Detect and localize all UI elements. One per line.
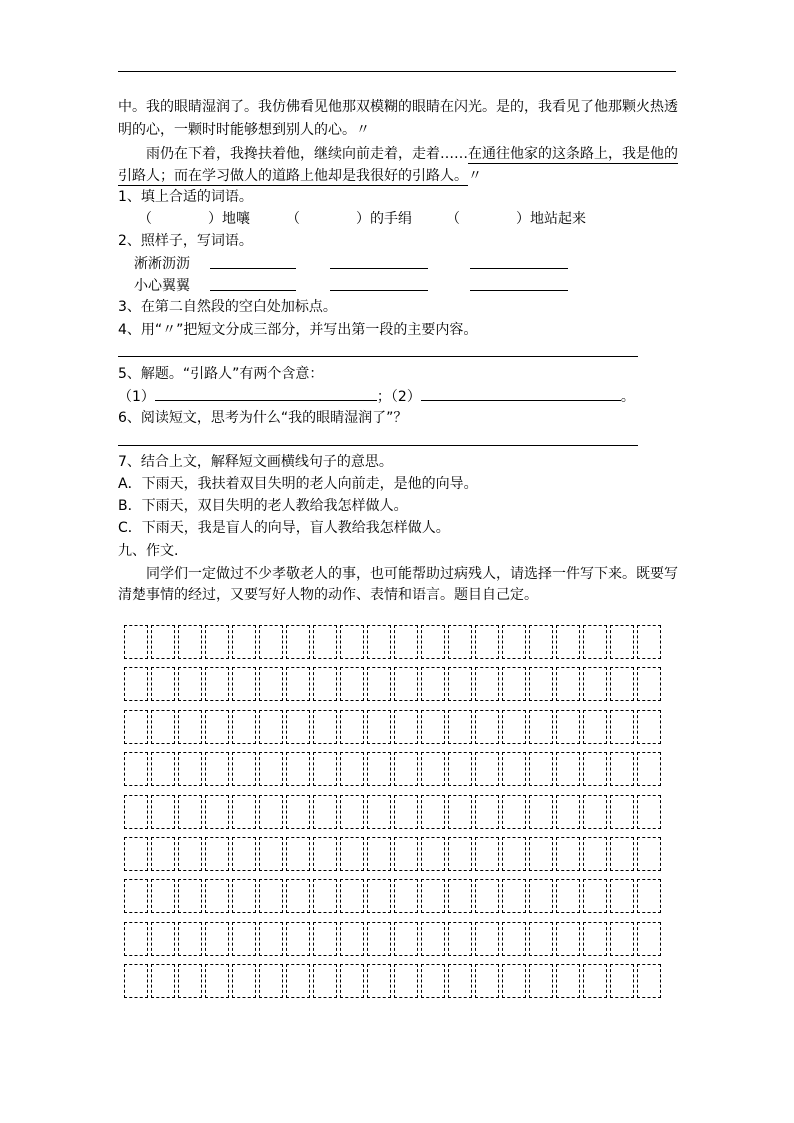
grid-cell[interactable] [124, 752, 148, 786]
grid-cell[interactable] [232, 964, 256, 998]
grid-cell[interactable] [421, 922, 445, 956]
grid-cell[interactable] [205, 879, 229, 913]
grid-cell[interactable] [529, 964, 553, 998]
grid-cell[interactable] [205, 837, 229, 871]
grid-cell[interactable] [610, 710, 634, 744]
q2-answer-line[interactable] [210, 268, 296, 269]
q6-answer-line[interactable] [118, 445, 638, 446]
grid-cell[interactable] [313, 922, 337, 956]
grid-cell[interactable] [475, 667, 499, 701]
grid-cell[interactable] [340, 922, 364, 956]
grid-cell[interactable] [205, 964, 229, 998]
grid-cell[interactable] [394, 964, 418, 998]
grid-cell[interactable] [178, 795, 202, 829]
grid-cell[interactable] [529, 837, 553, 871]
grid-cell[interactable] [448, 752, 472, 786]
grid-cell[interactable] [637, 710, 661, 744]
grid-cell[interactable] [151, 837, 175, 871]
grid-cell[interactable] [367, 710, 391, 744]
question-5: 5、解题。“引路人”有两个含意： [118, 366, 324, 382]
grid-cell[interactable] [124, 710, 148, 744]
question-2: 2、照样子，写词语。 [118, 233, 253, 249]
q5-answer-blank-2[interactable] [421, 386, 621, 401]
grid-cell[interactable] [340, 837, 364, 871]
q2-answer-line[interactable] [470, 268, 568, 269]
grid-cell[interactable] [421, 752, 445, 786]
question-1: 1、填上合适的词语。 [118, 189, 253, 205]
grid-cell[interactable] [313, 752, 337, 786]
grid-cell[interactable] [556, 837, 580, 871]
q1-item-1: （ ）地嚷 [138, 211, 250, 227]
grid-cell[interactable] [529, 625, 553, 659]
grid-cell[interactable] [205, 922, 229, 956]
grid-cell[interactable] [313, 795, 337, 829]
grid-cell[interactable] [178, 837, 202, 871]
grid-cell[interactable] [448, 667, 472, 701]
passage-line-2: 明的心，一颗时时能够想到别人的心。〃 [118, 122, 370, 138]
grid-cell[interactable] [583, 795, 607, 829]
grid-cell[interactable] [232, 837, 256, 871]
grid-cell[interactable] [124, 795, 148, 829]
underlined-sentence-part2: 引路人；而在学习做人的道路上他却是我很好的引路人。 [118, 168, 468, 184]
composition-prompt-line-2: 清楚事情的经过，又要写好人物的动作、表情和语言。题目自己定。 [118, 587, 538, 603]
grid-cell[interactable] [205, 710, 229, 744]
grid-cell[interactable] [124, 964, 148, 998]
grid-cell[interactable] [502, 964, 526, 998]
grid-cell[interactable] [151, 752, 175, 786]
passage-line-4 [118, 166, 482, 186]
grid-cell[interactable] [367, 837, 391, 871]
q2-example-1: 淅淅沥沥 [134, 256, 190, 272]
q1-item-3: （ ）地站起来 [446, 211, 586, 227]
grid-cell[interactable] [448, 625, 472, 659]
question-6: 6、阅读短文，思考为什么“我的眼睛湿润了”？ [118, 410, 408, 426]
grid-cell[interactable] [583, 922, 607, 956]
grid-cell[interactable] [556, 964, 580, 998]
grid-cell[interactable] [421, 795, 445, 829]
composition-heading: 九、作文. [118, 543, 179, 559]
grid-cell[interactable] [502, 879, 526, 913]
grid-cell[interactable] [637, 837, 661, 871]
grid-cell[interactable] [232, 879, 256, 913]
grid-cell[interactable] [394, 879, 418, 913]
grid-cell[interactable] [475, 752, 499, 786]
grid-cell[interactable] [367, 922, 391, 956]
grid-cell[interactable] [394, 837, 418, 871]
grid-cell[interactable] [583, 625, 607, 659]
grid-cell[interactable] [610, 625, 634, 659]
grid-cell[interactable] [394, 625, 418, 659]
grid-cell[interactable] [475, 795, 499, 829]
grid-cell[interactable] [394, 667, 418, 701]
grid-cell[interactable] [340, 752, 364, 786]
grid-cell[interactable] [421, 710, 445, 744]
grid-cell[interactable] [448, 964, 472, 998]
passage-line-1: 中。我的眼睛湿润了。我仿佛看见他那双模糊的眼睛在闪光。是的，我看见了他那颗火热透 [118, 99, 678, 115]
grid-cell[interactable] [502, 710, 526, 744]
q2-answer-line[interactable] [470, 290, 568, 291]
grid-cell[interactable] [313, 625, 337, 659]
passage-line-3-plain: 雨仍在下着，我搀扶着他，继续向前走着，走着…… [146, 146, 468, 162]
q5-label-1: （1） [118, 389, 155, 405]
grid-cell[interactable] [556, 922, 580, 956]
grid-cell[interactable] [610, 752, 634, 786]
grid-cell[interactable] [367, 625, 391, 659]
grid-cell[interactable] [502, 625, 526, 659]
grid-cell[interactable] [259, 710, 283, 744]
question-4: 4、用“〃”把短文分成三部分，并写出第一段的主要内容。 [118, 322, 478, 338]
grid-cell[interactable] [556, 752, 580, 786]
grid-cell[interactable] [286, 710, 310, 744]
grid-cell[interactable] [286, 964, 310, 998]
grid-cell[interactable] [340, 795, 364, 829]
q2-answer-line[interactable] [210, 290, 296, 291]
q2-answer-line[interactable] [330, 290, 428, 291]
grid-cell[interactable] [637, 625, 661, 659]
grid-cell[interactable] [340, 879, 364, 913]
grid-cell[interactable] [178, 964, 202, 998]
grid-cell[interactable] [340, 625, 364, 659]
grid-cell[interactable] [610, 667, 634, 701]
grid-cell[interactable] [313, 879, 337, 913]
grid-cell[interactable] [448, 922, 472, 956]
grid-cell[interactable] [124, 879, 148, 913]
header-rule [118, 71, 676, 72]
grid-cell[interactable] [286, 879, 310, 913]
grid-cell[interactable] [637, 879, 661, 913]
grid-cell[interactable] [475, 964, 499, 998]
grid-cell[interactable] [556, 879, 580, 913]
grid-cell[interactable] [637, 964, 661, 998]
q5-answer-blank-1[interactable] [155, 386, 377, 401]
grid-cell[interactable] [367, 795, 391, 829]
grid-cell[interactable] [124, 837, 148, 871]
grid-cell[interactable] [151, 964, 175, 998]
grid-cell[interactable] [340, 710, 364, 744]
grid-cell[interactable] [421, 667, 445, 701]
grid-cell[interactable] [583, 752, 607, 786]
grid-cell[interactable] [610, 837, 634, 871]
grid-cell[interactable] [421, 625, 445, 659]
grid-cell[interactable] [205, 795, 229, 829]
grid-cell[interactable] [610, 879, 634, 913]
grid-cell[interactable] [178, 922, 202, 956]
grid-cell[interactable] [394, 752, 418, 786]
grid-cell[interactable] [583, 710, 607, 744]
grid-cell[interactable] [637, 922, 661, 956]
q5-end: 。 [620, 389, 635, 405]
grid-cell[interactable] [610, 795, 634, 829]
grid-cell[interactable] [637, 752, 661, 786]
grid-cell[interactable] [448, 710, 472, 744]
underlined-sentence-part1: 在通往他家的这条路上，我是他的 [468, 146, 678, 162]
grid-cell[interactable] [286, 752, 310, 786]
grid-cell[interactable] [475, 922, 499, 956]
grid-cell[interactable] [259, 879, 283, 913]
grid-cell[interactable] [259, 667, 283, 701]
composition-prompt-line-1: 同学们一定做过不少孝敬老人的事，也可能帮助过病残人，请选择一件写下来。既要写 [146, 566, 678, 582]
grid-cell[interactable] [529, 922, 553, 956]
grid-cell[interactable] [232, 922, 256, 956]
grid-cell[interactable] [124, 667, 148, 701]
grid-cell[interactable] [205, 667, 229, 701]
grid-cell[interactable] [178, 667, 202, 701]
passage-line-3 [146, 144, 678, 164]
grid-cell[interactable] [151, 795, 175, 829]
grid-cell[interactable] [259, 837, 283, 871]
section-mark: 〃 [468, 168, 482, 184]
grid-cell[interactable] [259, 795, 283, 829]
grid-cell[interactable] [502, 922, 526, 956]
grid-cell[interactable] [583, 964, 607, 998]
grid-cell[interactable] [259, 625, 283, 659]
grid-cell[interactable] [259, 964, 283, 998]
grid-cell[interactable] [529, 667, 553, 701]
grid-cell[interactable] [124, 625, 148, 659]
grid-cell[interactable] [367, 667, 391, 701]
grid-cell[interactable] [394, 795, 418, 829]
grid-cell[interactable] [178, 879, 202, 913]
grid-cell[interactable] [367, 964, 391, 998]
q5-answer-row [118, 386, 635, 407]
grid-cell[interactable] [529, 710, 553, 744]
grid-cell[interactable] [286, 922, 310, 956]
grid-cell[interactable] [502, 795, 526, 829]
grid-cell[interactable] [475, 879, 499, 913]
grid-cell[interactable] [556, 625, 580, 659]
grid-cell[interactable] [232, 710, 256, 744]
grid-cell[interactable] [637, 667, 661, 701]
grid-cell[interactable] [421, 837, 445, 871]
grid-cell[interactable] [583, 667, 607, 701]
grid-cell[interactable] [178, 625, 202, 659]
q1-item-2: （ ）的手绢 [286, 211, 412, 227]
grid-cell[interactable] [151, 922, 175, 956]
grid-cell[interactable] [502, 752, 526, 786]
grid-cell[interactable] [286, 837, 310, 871]
q2-answer-line[interactable] [330, 268, 428, 269]
question-7: 7、结合上文，解释短文画横线句子的意思。 [118, 454, 393, 470]
grid-cell[interactable] [151, 667, 175, 701]
grid-cell[interactable] [583, 837, 607, 871]
grid-cell[interactable] [313, 710, 337, 744]
grid-cell[interactable] [286, 795, 310, 829]
grid-cell[interactable] [232, 752, 256, 786]
grid-cell[interactable] [421, 879, 445, 913]
grid-cell[interactable] [529, 879, 553, 913]
grid-cell[interactable] [340, 964, 364, 998]
grid-cell[interactable] [475, 837, 499, 871]
grid-cell[interactable] [475, 625, 499, 659]
q4-answer-line[interactable] [118, 356, 638, 357]
grid-cell[interactable] [313, 667, 337, 701]
q2-example-2: 小心翼翼 [134, 278, 190, 294]
grid-cell[interactable] [232, 795, 256, 829]
grid-cell[interactable] [205, 752, 229, 786]
grid-cell[interactable] [259, 922, 283, 956]
q7-option-b[interactable]: B．下雨天，双目失明的老人教给我怎样做人。 [118, 498, 408, 514]
q7-option-a[interactable]: A．下雨天，我扶着双目失明的老人向前走，是他的向导。 [118, 476, 478, 492]
grid-cell[interactable] [124, 922, 148, 956]
grid-cell[interactable] [367, 879, 391, 913]
grid-cell[interactable] [556, 710, 580, 744]
grid-cell[interactable] [529, 795, 553, 829]
grid-cell[interactable] [313, 837, 337, 871]
grid-cell[interactable] [178, 752, 202, 786]
question-3: 3、在第二自然段的空白处加标点。 [118, 299, 337, 315]
grid-cell[interactable] [151, 879, 175, 913]
grid-cell[interactable] [151, 625, 175, 659]
grid-cell[interactable] [475, 710, 499, 744]
grid-cell[interactable] [205, 625, 229, 659]
grid-cell[interactable] [232, 625, 256, 659]
grid-cell[interactable] [448, 837, 472, 871]
grid-cell[interactable] [556, 667, 580, 701]
grid-cell[interactable] [529, 752, 553, 786]
q5-label-2: ；（2） [376, 389, 421, 405]
grid-cell[interactable] [502, 667, 526, 701]
grid-cell[interactable] [286, 625, 310, 659]
grid-cell[interactable] [556, 795, 580, 829]
grid-cell[interactable] [448, 879, 472, 913]
grid-cell[interactable] [610, 964, 634, 998]
grid-cell[interactable] [259, 752, 283, 786]
grid-cell[interactable] [340, 667, 364, 701]
grid-cell[interactable] [178, 710, 202, 744]
grid-cell[interactable] [151, 710, 175, 744]
grid-cell[interactable] [583, 879, 607, 913]
grid-cell[interactable] [637, 795, 661, 829]
grid-cell[interactable] [286, 667, 310, 701]
grid-cell[interactable] [367, 752, 391, 786]
grid-cell[interactable] [421, 964, 445, 998]
grid-cell[interactable] [502, 837, 526, 871]
grid-cell[interactable] [394, 710, 418, 744]
q7-option-c[interactable]: C．下雨天，我是盲人的向导，盲人教给我怎样做人。 [118, 520, 450, 536]
grid-cell[interactable] [394, 922, 418, 956]
grid-cell[interactable] [313, 964, 337, 998]
grid-cell[interactable] [448, 795, 472, 829]
grid-cell[interactable] [232, 667, 256, 701]
grid-cell[interactable] [610, 922, 634, 956]
